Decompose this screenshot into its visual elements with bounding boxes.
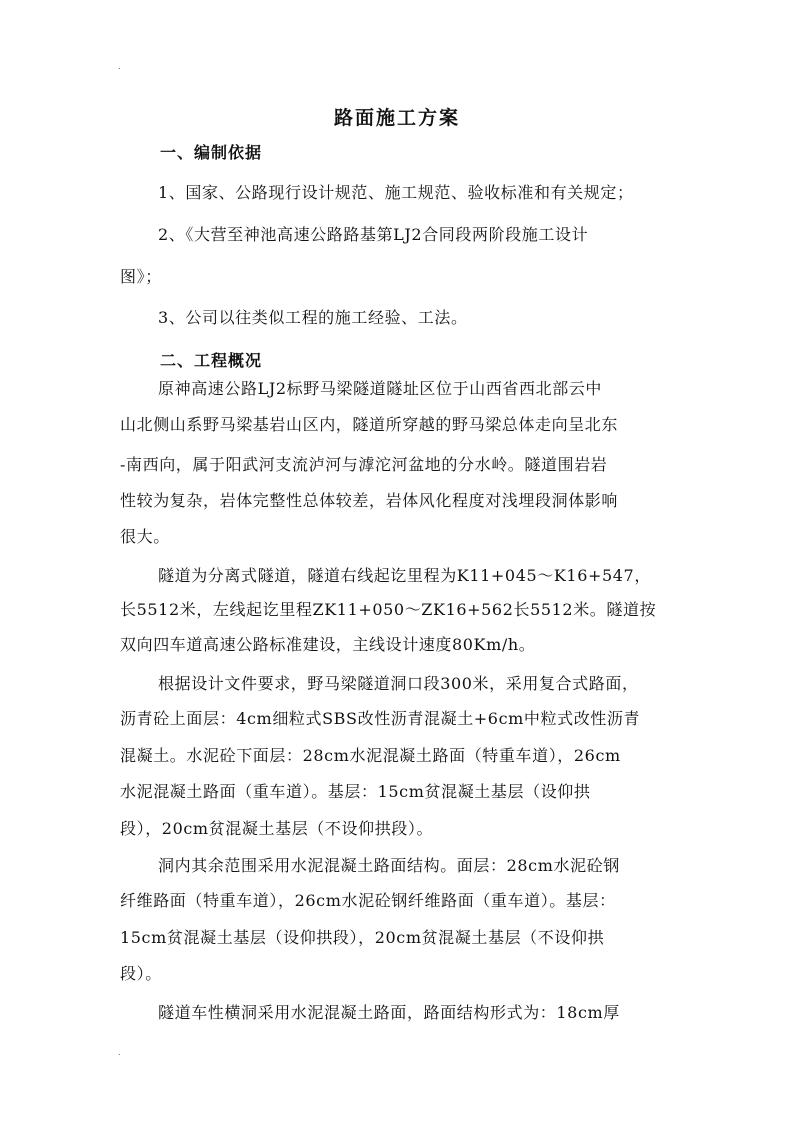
paragraph-line: 隧道车性横洞采用水泥混凝土路面，路面结构形式为：18cm厚 xyxy=(158,1003,620,1022)
paragraph-line: 性较为复杂，岩体完整性总体较差，岩体风化程度对浅埋段洞体影响 xyxy=(120,491,619,510)
paragraph-line: 隧道为分离式隧道，隧道右线起讫里程为K11+045～K16+547， xyxy=(158,566,651,585)
paragraph-line: 原神高速公路LJ2标野马梁隧道隧址区位于山西省西北部云中 xyxy=(158,379,603,398)
section-heading-overview: 二、工程概况 xyxy=(160,351,263,370)
paragraph-line: 很大。 xyxy=(120,527,170,546)
page-title: 路面施工方案 xyxy=(333,107,460,129)
paragraph-line: 3、公司以往类似工程的施工经验、工法。 xyxy=(158,308,468,327)
paragraph-line: 段），20cm贫混凝土基层（不设仰拱段）。 xyxy=(120,819,434,838)
paragraph-line: 图》； xyxy=(120,267,162,286)
paragraph-line: 根据设计文件要求，野马梁隧道洞口段300米，采用复合式路面， xyxy=(158,674,639,693)
paragraph-line: 2、《大营至神池高速公路路基第LJ2合同段两阶段施工设计 xyxy=(158,225,589,244)
paragraph-line: 山北侧山系野马梁基岩山区内，隧道所穿越的野马梁总体走向呈北东 xyxy=(120,415,619,434)
paragraph-line: 1、国家、公路现行设计规范、施工规范、验收标准和有关规定； xyxy=(158,183,634,202)
paragraph-line: 洞内其余范围采用水泥混凝土路面结构。面层：28cm水泥砼钢 xyxy=(158,856,620,875)
paragraph-line: 长5512米，左线起讫里程ZK11+050～ZK16+562长5512米。隧道按 xyxy=(120,600,657,619)
section-heading-basis: 一、编制依据 xyxy=(160,143,263,162)
paragraph-line: 纤维路面（特重车道），26cm水泥砼钢纤维路面（重车道）。基层： xyxy=(120,891,616,910)
corner-mark-bottom: . xyxy=(118,1048,121,1057)
paragraph-line: 沥青砼上面层：4cm细粒式SBS改性沥青混凝土+6cm中粒式改性沥青 xyxy=(120,709,641,728)
paragraph-line: 双向四车道高速公路标准建设，主线设计速度80Km/h。 xyxy=(120,635,536,654)
paragraph-line: 水泥混凝土路面（重车道）。基层：15cm贫混凝土基层（设仰拱 xyxy=(120,782,591,801)
corner-mark-top: . xyxy=(118,62,121,71)
paragraph-line: 混凝土。水泥砼下面层：28cm水泥混凝土路面（特重车道），26cm xyxy=(120,746,621,765)
paragraph-line: 15cm贫混凝土基层（设仰拱段），20cm贫混凝土基层（不设仰拱 xyxy=(120,928,605,947)
paragraph-line: 段）。 xyxy=(120,964,162,983)
paragraph-line: -南西向，属于阳武河支流泸河与滹沱河盆地的分水岭。隧道围岩岩 xyxy=(120,455,608,474)
